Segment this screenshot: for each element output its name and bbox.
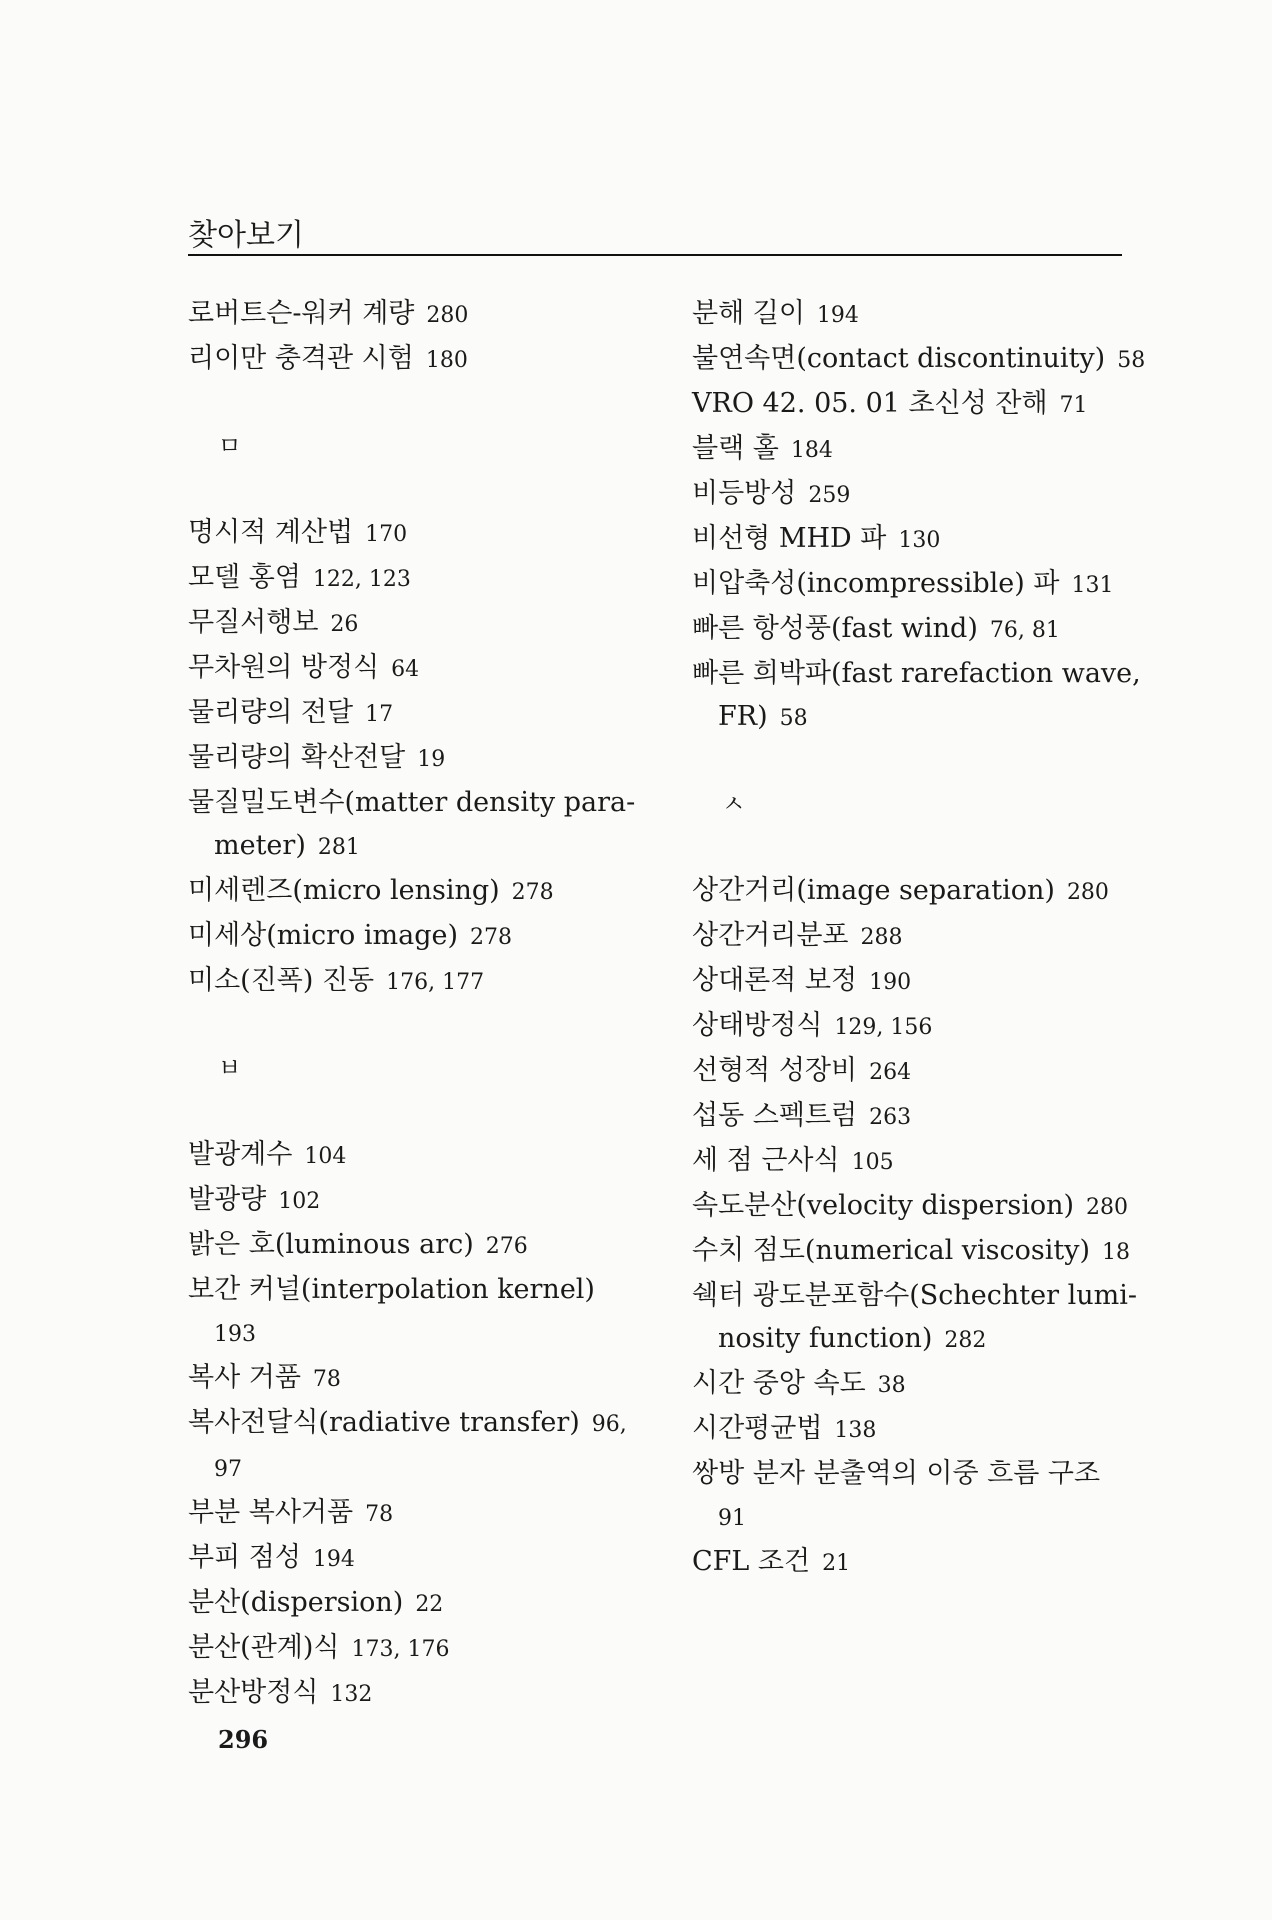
index-entry (692, 1004, 1132, 1049)
page-reference: 194 (312, 1547, 355, 1572)
index-term: 물리량의 전달 (188, 697, 354, 728)
index-entry (692, 914, 1132, 959)
page-reference: 105 (851, 1150, 894, 1175)
page-reference: 288 (860, 925, 903, 950)
page-reference: 276 (485, 1234, 528, 1259)
page-reference: 173, 176 (351, 1637, 450, 1662)
index-term: VRO 42. 05. 01 초신성 잔해 (692, 388, 1048, 419)
index-term: 상대론적 보정 (692, 965, 858, 996)
index-column-right (692, 292, 1146, 1585)
index-term: 세 점 근사식 (692, 1145, 840, 1176)
page-reference: 278 (511, 880, 554, 905)
page-reference: 21 (822, 1551, 851, 1576)
index-entry (188, 781, 648, 869)
index-entry (692, 472, 1132, 517)
index-term: 리이만 충격관 시험 (188, 343, 414, 374)
index-term: 명시적 계산법 (188, 517, 354, 548)
page-reference: 130 (898, 528, 941, 553)
index-term: 분해 길이 (692, 298, 805, 329)
index-term: 밝은 호(luminous arc) (188, 1229, 474, 1260)
section-heading: ㅅ (722, 790, 746, 818)
page-reference: 278 (470, 925, 513, 950)
page-reference: 102 (278, 1189, 321, 1214)
index-term: 발광량 (188, 1184, 267, 1215)
index-entry (692, 382, 1132, 427)
index-entry (692, 869, 1132, 914)
index-entry (188, 1626, 648, 1671)
index-term: 발광계수 (188, 1139, 293, 1170)
section-heading: ㅂ (218, 1054, 242, 1082)
page-reference: 17 (365, 702, 394, 727)
index-entry (188, 1178, 648, 1223)
page-reference: 176, 177 (386, 970, 485, 995)
page-reference: 184 (790, 438, 833, 463)
index-term: 물리량의 확산전달 (188, 742, 406, 773)
index-entry (692, 562, 1132, 607)
index-entry (692, 517, 1132, 562)
index-term: 빠른 희박파(fast rarefaction wave, (692, 658, 1141, 689)
index-term: 복사전달식(radiative transfer) (188, 1407, 580, 1438)
index-term: 분산(dispersion) (188, 1587, 404, 1618)
index-term: 쌍방 분자 분출역의 이중 흐름 구조 (692, 1458, 1101, 1489)
index-term: 섭동 스펙트럼 (692, 1100, 858, 1131)
index-entry (188, 1401, 648, 1491)
section-heading: ㅁ (218, 432, 242, 460)
page-reference: 76, 81 (989, 618, 1060, 643)
index-entry (692, 607, 1132, 652)
index-term: 무질서행보 (188, 607, 319, 638)
index-term: 미세렌즈(micro lensing) (188, 875, 500, 906)
index-entry (692, 959, 1132, 1004)
page-reference: 282 (944, 1328, 987, 1353)
index-entry (692, 1229, 1132, 1274)
page-reference: 22 (415, 1592, 444, 1617)
index-term: 수치 점도(numerical viscosity) (692, 1235, 1091, 1266)
index-term: 부분 복사거품 (188, 1497, 354, 1528)
index-entry (188, 1491, 648, 1536)
index-entry (692, 1139, 1132, 1184)
page-reference: 78 (312, 1367, 341, 1392)
index-entry (188, 601, 648, 646)
index-entry (188, 646, 648, 691)
page-reference: 132 (330, 1682, 373, 1707)
index-entry (188, 959, 648, 1004)
index-term: 상간거리분포 (692, 920, 849, 951)
page-reference: 190 (869, 970, 912, 995)
index-entry (188, 691, 648, 736)
page-reference: 280 (1086, 1195, 1129, 1220)
index-term: 무차원의 방정식 (188, 652, 380, 683)
index-entry (188, 1581, 648, 1626)
index-entry (692, 1540, 1132, 1585)
page-reference: 280 (1066, 880, 1109, 905)
page-reference: 170 (365, 522, 408, 547)
index-term: 비압축성(incompressible) 파 (692, 568, 1060, 599)
index-term-continuation: nosity function) (718, 1323, 933, 1354)
page-reference: 104 (304, 1144, 347, 1169)
index-entry (692, 1274, 1137, 1362)
page-reference: 138 (834, 1418, 877, 1443)
index-term: 미소(진폭) 진동 (188, 965, 375, 996)
page-number: 296 (218, 1725, 269, 1754)
page-reference: 193 (214, 1322, 256, 1347)
page-reference: 58 (1117, 348, 1146, 373)
index-term-continuation: FR) (718, 701, 768, 732)
index-entry (692, 1407, 1132, 1452)
index-entry (188, 511, 648, 556)
page-reference: 97 (214, 1457, 242, 1482)
page-reference: 180 (425, 348, 468, 373)
page-reference: 263 (869, 1105, 912, 1130)
index-term: 빠른 항성풍(fast wind) (692, 613, 978, 644)
index-term: 시간 중앙 속도 (692, 1368, 866, 1399)
index-term: 모델 홍염 (188, 562, 301, 593)
index-entry (692, 1184, 1132, 1229)
index-term: 상간거리(image separation) (692, 875, 1055, 906)
page-reference: 78 (365, 1502, 394, 1527)
index-term: 비선형 MHD 파 (692, 523, 887, 554)
page-reference: 264 (869, 1060, 912, 1085)
page-reference: 122, 123 (312, 567, 411, 592)
index-title: 찾아보기 (188, 218, 304, 253)
index-entry (188, 1133, 648, 1178)
index-term: 비등방성 (692, 478, 797, 509)
header-rule (188, 254, 1122, 256)
page-reference: 131 (1071, 573, 1114, 598)
index-entry (188, 556, 648, 601)
index-term-continuation: meter) (214, 830, 306, 861)
index-entry (188, 1268, 648, 1356)
index-entry (692, 337, 1146, 382)
index-entry (188, 1671, 648, 1716)
page-reference: 58 (779, 706, 808, 731)
index-term: 분산(관계)식 (188, 1632, 340, 1663)
index-term: 물질밀도변수(matter density para- (188, 787, 636, 818)
index-term: 블랙 홀 (692, 433, 779, 464)
index-entry (188, 1223, 648, 1268)
page-reference: 96, (591, 1412, 627, 1437)
index-entry (692, 1049, 1132, 1094)
index-entry (188, 869, 648, 914)
index-term: 시간평균법 (692, 1413, 823, 1444)
index-term: CFL 조건 (692, 1546, 811, 1577)
index-entry (692, 1094, 1132, 1139)
index-entry (188, 736, 648, 781)
page-reference: 38 (877, 1373, 906, 1398)
index-term: 쉑터 광도분포함수(Schechter lumi- (692, 1280, 1137, 1311)
page-reference: 194 (816, 303, 859, 328)
index-term: 상태방정식 (692, 1010, 823, 1041)
index-entry (188, 337, 648, 382)
index-column-left (188, 292, 648, 1716)
page-reference: 129, 156 (834, 1015, 933, 1040)
page-reference: 91 (718, 1506, 746, 1531)
index-term: 로버트슨-워커 계량 (188, 298, 415, 329)
page-reference: 26 (330, 612, 359, 637)
page-reference: 259 (808, 483, 851, 508)
index-entry (692, 1362, 1132, 1407)
index-term: 불연속면(contact discontinuity) (692, 343, 1106, 374)
index-term: 보간 커널(interpolation kernel) (188, 1274, 595, 1305)
index-term: 부피 점성 (188, 1542, 301, 1573)
index-entry (692, 652, 1141, 740)
page-reference: 18 (1102, 1240, 1131, 1265)
index-term: 미세상(micro image) (188, 920, 459, 951)
index-entry (188, 1536, 648, 1581)
index-term: 속도분산(velocity dispersion) (692, 1190, 1075, 1221)
page-reference: 71 (1059, 393, 1088, 418)
page-reference: 19 (417, 747, 446, 772)
page-reference: 281 (317, 835, 360, 860)
index-term: 복사 거품 (188, 1362, 301, 1393)
index-term: 선형적 성장비 (692, 1055, 858, 1086)
index-entry (188, 1356, 648, 1401)
index-entry (188, 914, 648, 959)
index-entry (692, 292, 1132, 337)
index-entry (692, 427, 1132, 472)
index-entry (692, 1452, 1132, 1540)
page-reference: 64 (391, 657, 420, 682)
page-reference: 280 (426, 303, 469, 328)
index-entry (188, 292, 648, 337)
index-term: 분산방정식 (188, 1677, 319, 1708)
